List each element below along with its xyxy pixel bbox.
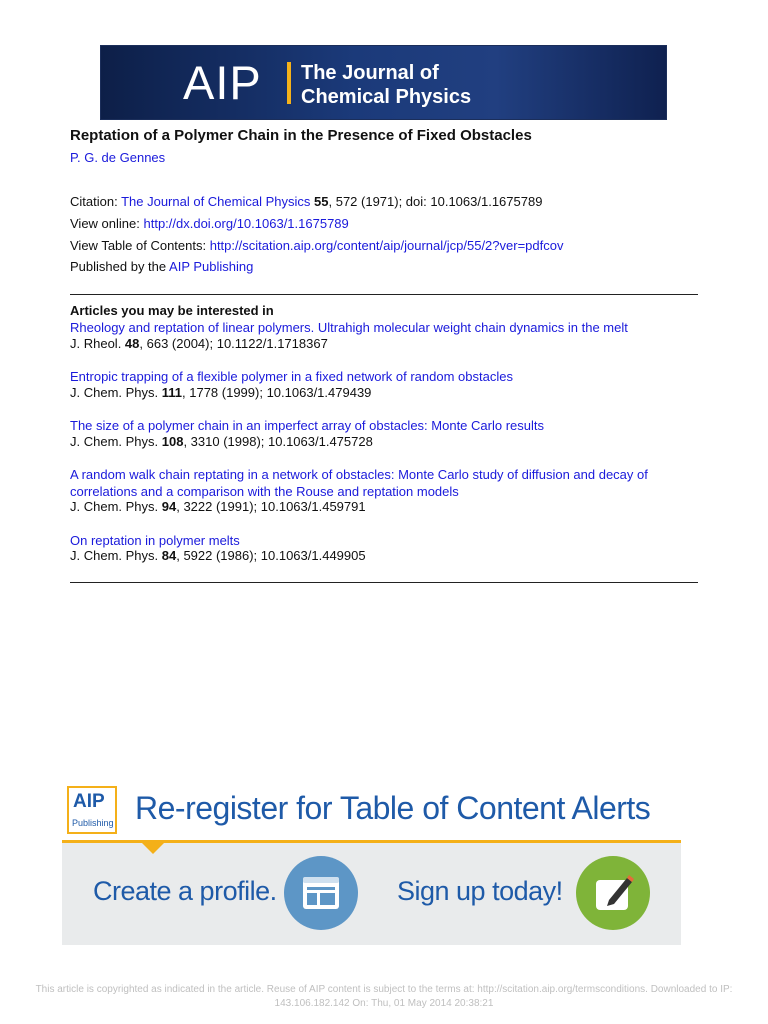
citation-journal-link[interactable]: The Journal of Chemical Physics — [121, 194, 311, 209]
aip-logo-text: AIP — [183, 56, 262, 109]
related-item-title[interactable]: Rheology and reptation of linear polymers. Ultrahigh molecular weight chain dynamics in the melt — [70, 320, 628, 335]
journal-name-line2: Chemical Physics — [301, 86, 472, 108]
related-item-volume: 84 — [161, 548, 177, 563]
related-item-title[interactable]: A random walk chain reptating in a network of obstacles: Monte Carlo study of diffusion and decay of correlations and a comparison with the Rouse and reptation models — [70, 467, 648, 499]
article-title: Reptation of a Polymer Chain in the Presence of Fixed Obstacles — [70, 127, 532, 144]
related-item-volume: 94 — [161, 499, 177, 514]
article-author-link[interactable]: P. G. de Gennes — [70, 150, 166, 165]
related-heading: Articles you may be interested in — [70, 303, 274, 318]
ad-logo-publishing: Publishing — [72, 818, 114, 828]
related-item-journal: J. Rheol. — [70, 336, 125, 351]
pencil-edit-icon-svg — [576, 856, 650, 930]
browser-window-icon-svg — [284, 856, 358, 930]
related-item-citation — [70, 336, 328, 351]
related-item-title[interactable]: On reptation in polymer melts — [70, 533, 240, 548]
published-label: Published by the — [70, 259, 170, 274]
browser-window-icon — [284, 856, 358, 930]
related-item-volume: 111 — [161, 385, 183, 400]
related-item-citation — [70, 385, 371, 400]
divider-bottom — [70, 582, 698, 583]
footer-line1: This article is copyrighted as indicated in the article. Reuse of AIP content is subject to the terms at: http://scitation.aip.org/termsconditions. Downloaded to IP: — [35, 984, 733, 995]
aip-publishing-logo — [67, 786, 117, 834]
pencil-edit-icon — [576, 856, 650, 930]
related-item-volume: 108 — [161, 434, 184, 449]
related-item-rest: , 3222 (1991); 10.1063/1.459791 — [176, 499, 366, 514]
related-item-journal: J. Chem. Phys. — [70, 499, 162, 514]
related-item-volume: 48 — [124, 336, 140, 351]
view-online-line — [70, 216, 349, 231]
copyright-footer — [0, 983, 768, 1011]
toc-label: View Table of Contents: — [70, 238, 210, 253]
related-item-title[interactable]: Entropic trapping of a flexible polymer in a fixed network of random obstacles — [70, 369, 513, 384]
toc-link[interactable]: http://scitation.aip.org/content/aip/journal/jcp/55/2?ver=pdfcov — [209, 238, 564, 253]
related-item-rest: , 5922 (1986); 10.1063/1.449905 — [176, 548, 366, 563]
ad-notch — [142, 843, 164, 854]
related-item-journal: J. Chem. Phys. — [70, 385, 162, 400]
journal-banner — [100, 45, 667, 120]
journal-name-line1: The Journal of — [301, 62, 439, 84]
citation-line — [70, 194, 542, 209]
banner-divider — [287, 62, 291, 104]
related-item-citation — [70, 499, 366, 514]
published-line — [70, 259, 253, 274]
related-item-rest: , 663 (2004); 10.1122/1.1718367 — [139, 336, 328, 351]
related-item-journal: J. Chem. Phys. — [70, 548, 162, 563]
related-item-rest: , 1778 (1999); 10.1063/1.479439 — [182, 385, 372, 400]
divider-top — [70, 294, 698, 295]
related-item-citation — [70, 434, 373, 449]
publisher-link[interactable]: AIP Publishing — [169, 259, 254, 274]
related-item-journal: J. Chem. Phys. — [70, 434, 162, 449]
ad-create-profile[interactable]: Create a profile. — [93, 876, 277, 906]
related-item-rest: , 3310 (1998); 10.1063/1.475728 — [183, 434, 373, 449]
view-online-link[interactable]: http://dx.doi.org/10.1063/1.1675789 — [143, 216, 349, 231]
related-item-citation — [70, 548, 366, 563]
journal-name — [301, 61, 471, 109]
citation-label: Citation: — [70, 194, 122, 209]
ad-logo-aip: AIP — [73, 791, 105, 812]
citation-volume: 55 — [314, 194, 329, 209]
ad-sign-up[interactable]: Sign up today! — [397, 876, 563, 906]
citation-rest: , 572 (1971); doi: 10.1063/1.1675789 — [328, 194, 543, 209]
ad-headline[interactable]: Re-register for Table of Content Alerts — [135, 790, 651, 826]
related-item-title[interactable]: The size of a polymer chain in an imperfect array of obstacles: Monte Carlo results — [70, 418, 544, 433]
footer-line2: 143.106.182.142 On: Thu, 01 May 2014 20:38:21 — [274, 998, 494, 1009]
toc-line — [70, 238, 563, 253]
view-online-label: View online: — [70, 216, 144, 231]
